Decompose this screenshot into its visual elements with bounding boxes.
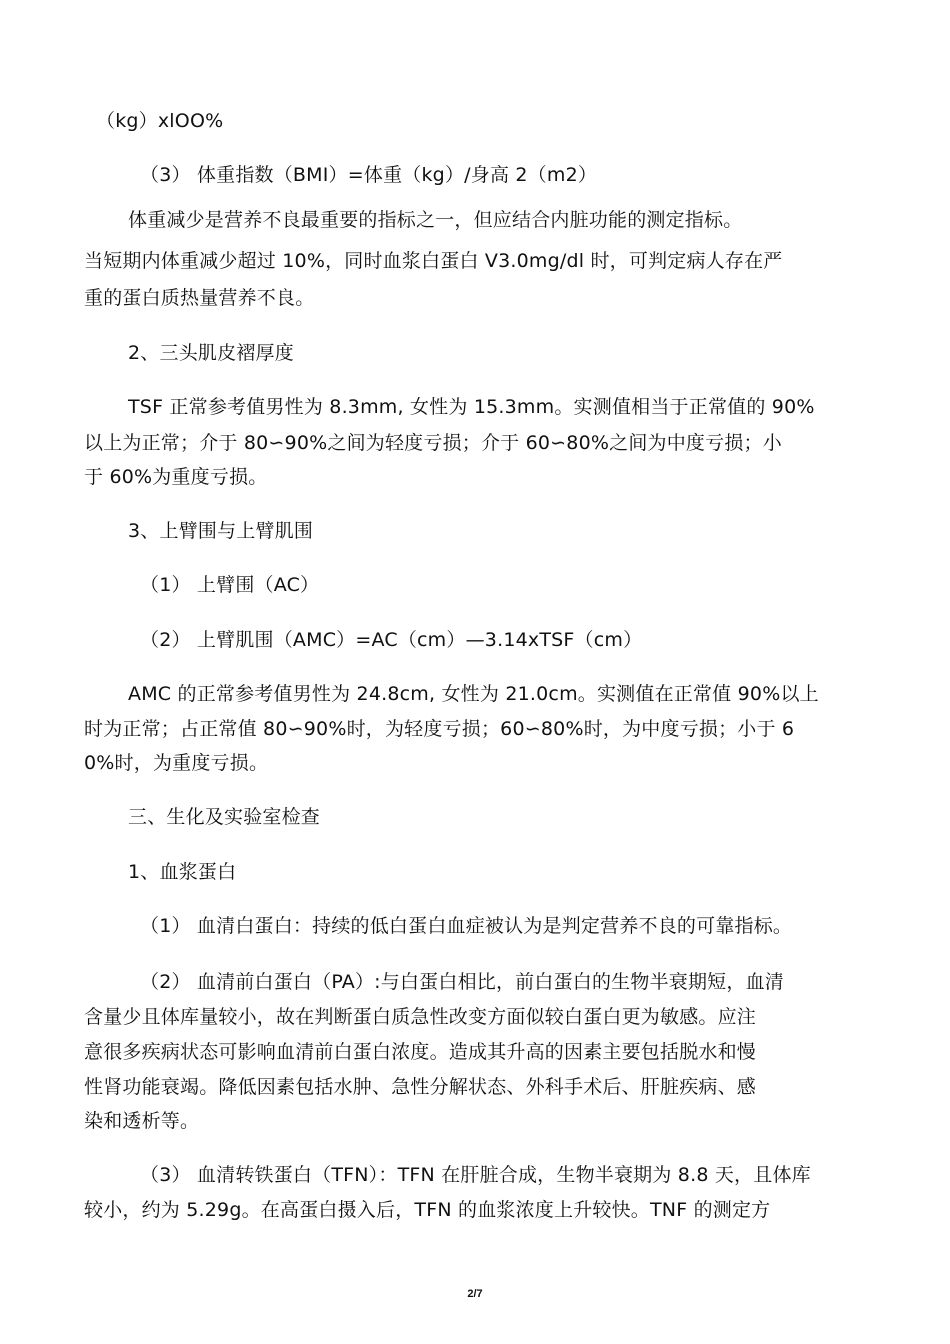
section-heading: 1、血浆蛋白 bbox=[128, 861, 237, 883]
text-line: 以上为正常；介于 80∽90%之间为轻度亏损；介于 60∽80%之间为中度亏损；小 bbox=[84, 432, 782, 454]
text-line: 当短期内体重减少超过 10%，同时血浆白蛋白 V3.0mg/dl 时，可判定病人存在严 bbox=[84, 250, 783, 272]
text-line: （1） 上臂围（AC） bbox=[140, 574, 320, 596]
text-line: （kg）xlOO% bbox=[96, 110, 224, 132]
text-line: （3） 血清转铁蛋白（TFN）：TFN 在肝脏合成，生物半衰期为 8.8 天，且体库 bbox=[140, 1164, 811, 1186]
text-line: 意很多疾病状态可影响血清前白蛋白浓度。造成其升高的因素主要包括脱水和慢 bbox=[84, 1041, 757, 1063]
text-line: 重的蛋白质热量营养不良。 bbox=[84, 287, 315, 309]
page-number: 2/7 bbox=[467, 1288, 483, 1300]
section-heading: 2、三头肌皮褶厚度 bbox=[128, 342, 294, 364]
text-line: 较小，约为 5.29g。在高蛋白摄入后，TFN 的血浆浓度上升较快。TNF 的测定方 bbox=[84, 1199, 771, 1221]
section-heading: 3、上臂围与上臂肌围 bbox=[128, 520, 314, 542]
text-line: （2） 上臂肌围（AMC）=AC（cm）—3.14xTSF（cm） bbox=[140, 629, 643, 651]
text-line: 体重减少是营养不良最重要的指标之一，但应结合内脏功能的测定指标。 bbox=[128, 209, 743, 231]
text-line: （3） 体重指数（BMI）=体重（kg）/身高 2（m2） bbox=[140, 164, 598, 186]
text-line: （2） 血清前白蛋白（PA）:与白蛋白相比，前白蛋白的生物半衰期短，血清 bbox=[140, 971, 784, 993]
text-line: 时为正常；占正常值 80∽90%时，为轻度亏损；60∽80%时，为中度亏损；小于 6 bbox=[84, 718, 795, 740]
text-line: AMC 的正常参考值男性为 24.8cm, 女性为 21.0cm。实测值在正常值 90%以上 bbox=[128, 683, 819, 705]
text-line: 性肾功能衰竭。降低因素包括水肿、急性分解状态、外科手术后、肝脏疾病、感 bbox=[84, 1076, 757, 1098]
text-line: （1） 血清白蛋白：持续的低白蛋白血症被认为是判定营养不良的可靠指标。 bbox=[140, 915, 793, 937]
text-line: 染和透析等。 bbox=[84, 1110, 200, 1132]
text-line: TSF 正常参考值男性为 8.3mm, 女性为 15.3mm。实测值相当于正常值的 90% bbox=[128, 396, 815, 418]
text-line: 于 60%为重度亏损。 bbox=[84, 466, 268, 488]
text-line: 含量少且体库量较小，故在判断蛋白质急性改变方面似较白蛋白更为敏感。应注 bbox=[84, 1006, 757, 1028]
section-heading: 三、生化及实验室检查 bbox=[128, 806, 321, 828]
text-line: 0%时，为重度亏损。 bbox=[84, 752, 269, 774]
